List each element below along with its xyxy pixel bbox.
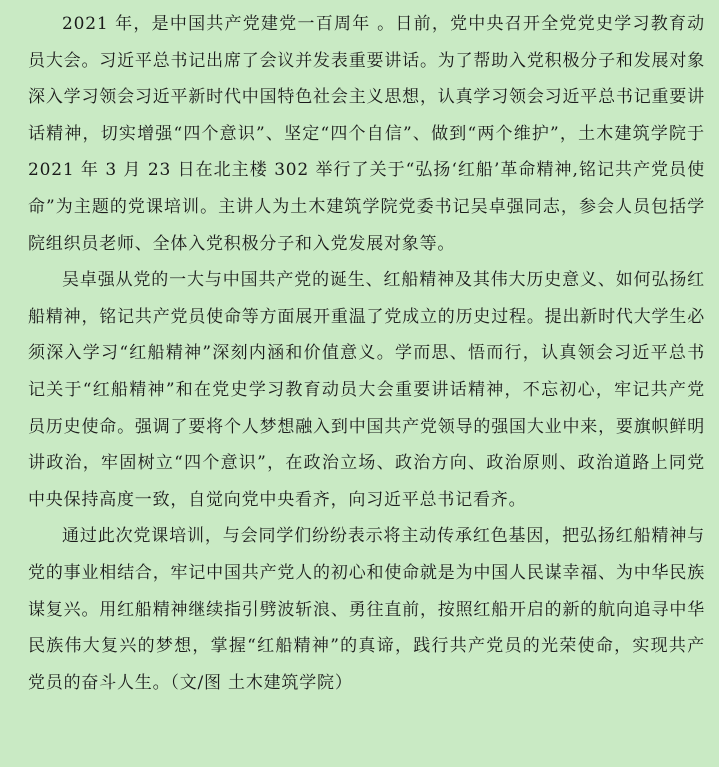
- paragraph-2: 吴卓强从党的一大与中国共产党的诞生、红船精神及其伟大历史意义、如何弘扬红船精神，铭记共产党员使命等方面展开重温了党成立的历史过程。提出新时代大学生必须深入学习“红船精神”深刻内涵和价值意义。学而思、悟而行，认真领会习近平总书记关于“红船精神”和在党史学习教育动员大会重要讲话精神，不忘初心，牢记共产党员历史使命。强调了要将个人梦想融入到中国共产党领导的强国大业中来，要旗帜鲜明讲政治，牢固树立“四个意识”，在政治立场、政治方向、政治原则、政治道路上同党中央保持高度一致，自觉向党中央看齐，向习近平总书记看齐。: [28, 270, 705, 510]
- paragraph-3: 通过此次党课培训，与会同学们纷纷表示将主动传承红色基因，把弘扬红船精神与党的事业相结合，牢记中国共产党人的初心和使命就是为中国人民谋幸福、为中华民族谋复兴。用红船精神继续指引劈波斩浪、勇往直前，按照红船开启的新的航向追寻中华民族伟大复兴的梦想，掌握“红船精神”的真谛，践行共产党员的光荣使命，实现共产党员的奋斗人生。（文/图 土木建筑学院）: [28, 526, 705, 693]
- paragraph-1: 2021 年，是中国共产党建党一百周年 。日前，党中央召开全党党史学习教育动员大会。习近平总书记出席了会议并发表重要讲话。为了帮助入党积极分子和发展对象深入学习领会习近平新时代中国特色社会主义思想，认真学习领会习近平总书记重要讲话精神，切实增强“四个意识”、坚定“四个自信”、做到“两个维护”，土木建筑学院于 2021 年 3 月 23 日在北主楼 302 举行了关于“弘扬‘红船’革命精神,铭记共产党员使命”为主题的党课培训。主讲人为土木建筑学院党委书记吴卓强同志，参会人员包括学院组织员老师、全体入党积极分子和入党发展对象等。: [28, 14, 705, 254]
